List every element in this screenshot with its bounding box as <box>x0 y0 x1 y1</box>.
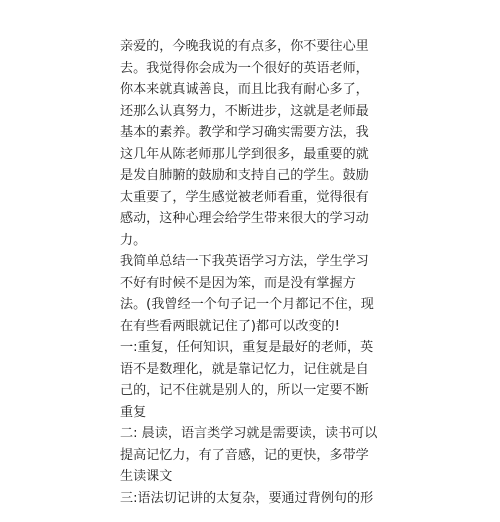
text-line: 重复 <box>120 404 147 420</box>
text-line: 还那么认真努力，不断进步，这就是老师最 <box>120 103 369 119</box>
text-line: 语不是数理化，就是靠记忆力，记住就是自 <box>120 361 369 377</box>
text-line: 太重要了，学生感觉被老师看重，觉得很有 <box>120 189 369 205</box>
text-line: 一:重复，任何知识，重复是最好的老师，英 <box>120 340 374 355</box>
text-line: 在有些看两眼就记住了)都可以改变的! <box>120 318 340 334</box>
text-line: 这几年从陈老师那儿学到很多，最重要的就 <box>120 146 369 162</box>
text-line: 提高记忆力，有了音感，记的更快，多带学 <box>120 447 369 463</box>
text-line: 感动，这种心理会给学生带来很大的学习动 <box>120 211 369 226</box>
text-line: 我简单总结一下我英语学习方法，学生学习 <box>120 254 369 269</box>
text-line: 你本来就真诚善良，而且比我有耐心多了， <box>120 82 369 97</box>
text-line: 力。 <box>120 232 147 248</box>
text-line: 去。我觉得你会成为一个很好的英语老师， <box>120 60 369 76</box>
text-line: 生读课文 <box>120 469 173 484</box>
text-line: 三:语法切记讲的太复杂，要通过背例句的形 <box>120 490 374 506</box>
text-line: 是发自肺腑的鼓励和支持自己的学生。鼓励 <box>120 168 369 183</box>
text-line: 基本的素养。教学和学习确实需要方法，我 <box>120 125 369 140</box>
document-body <box>120 36 388 509</box>
text-line: 亲爱的，今晚我说的有点多，你不要往心里 <box>120 39 369 54</box>
text-line: 二: 晨读，语言类学习就是需要读，读书可以 <box>120 426 378 441</box>
text-line: 不好有时候不是因为笨，而是没有掌握方 <box>120 275 356 291</box>
text-line: 法。(我曾经一个句子记一个月都记不住，现 <box>120 297 374 312</box>
text-line: 己的，记不住就是别人的，所以一定要不断 <box>120 383 369 398</box>
